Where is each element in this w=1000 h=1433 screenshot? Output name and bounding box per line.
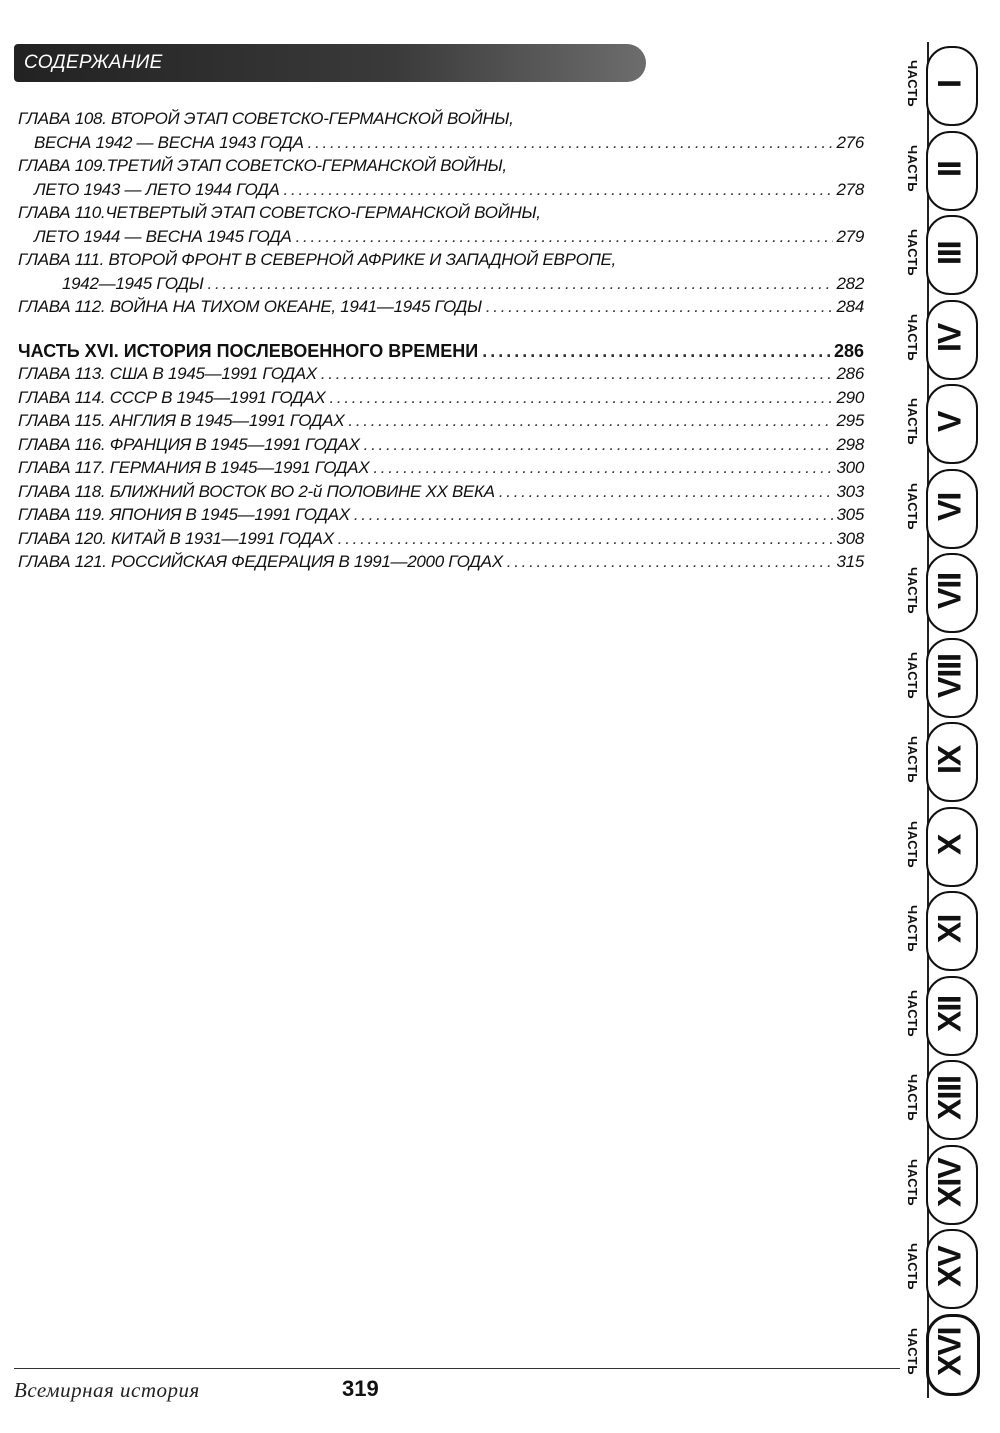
dot-leader [486, 297, 833, 317]
toc-entry-title: ЛЕТО 1943 — ЛЕТО 1944 ГОДА [34, 179, 280, 199]
part-tab-label: ЧАСТЬ [905, 567, 920, 615]
dot-leader [308, 133, 833, 153]
part-tab-iv[interactable] [898, 296, 978, 381]
toc-entry-page: 303 [836, 481, 864, 501]
table-of-contents [18, 109, 864, 576]
part-tab-label: ЧАСТЬ [905, 989, 920, 1038]
toc-entry-title: ЛЕТО 1944 — ВЕСНА 1945 ГОДА [34, 226, 292, 246]
dot-leader [296, 227, 833, 247]
dot-leader [482, 341, 830, 362]
toc-entry [18, 505, 864, 529]
toc-entry-title: ГЛАВА 118. БЛИЖНИЙ ВОСТОК ВО 2-й ПОЛОВИНЕ XX ВЕКА [18, 481, 495, 501]
toc-entry [18, 180, 864, 204]
toc-entry-page: 286 [836, 364, 864, 383]
dot-leader [507, 552, 833, 572]
part-tab-numeral: VI [931, 492, 968, 521]
toc-part-heading [18, 341, 864, 365]
part-tab-label: ЧАСТЬ [905, 482, 920, 531]
part-tab-numeral: III [931, 241, 968, 265]
part-tab-numeral: V [931, 411, 968, 433]
toc-entry-title: ГЛАВА 115. АНГЛИЯ В 1945—1991 ГОДАХ [18, 411, 345, 430]
toc-entry [18, 109, 864, 133]
part-tab-numeral: VII [931, 572, 968, 610]
toc-entry-title: ГЛАВА 121. РОССИЙСКАЯ ФЕДЕРАЦИЯ В 1991—2000 ГОДАХ [18, 552, 503, 571]
toc-entry-title: ГЛАВА 114. СССР В 1945—1991 ГОДАХ [18, 387, 326, 407]
toc-entry [18, 227, 864, 251]
part-tab-xiii[interactable] [898, 1056, 978, 1141]
part-tab-numeral: XIV [931, 1158, 968, 1207]
part-tab-numeral: XV [931, 1246, 968, 1288]
toc-entry [18, 203, 864, 227]
dot-leader [364, 435, 833, 455]
toc-entry-page: 308 [836, 528, 864, 548]
toc-entry-page: 298 [836, 434, 864, 454]
dot-leader [373, 458, 832, 478]
toc-entry-page: 278 [836, 179, 864, 199]
part-tab-label: ЧАСТЬ [905, 736, 920, 784]
toc-entry [18, 411, 864, 435]
toc-entry [18, 364, 864, 388]
part-tab-label: ЧАСТЬ [905, 1074, 920, 1122]
toc-entry-title: ГЛАВА 112. ВОЙНА НА ТИХОМ ОКЕАНЕ, 1941—1945 ГОДЫ [18, 297, 482, 316]
part-tab-xii[interactable] [898, 972, 978, 1057]
part-tab-label: ЧАСТЬ [905, 1158, 920, 1207]
toc-entry [18, 388, 864, 412]
toc-entry-title: ВЕСНА 1942 — ВЕСНА 1943 ГОДА [34, 132, 304, 152]
part-tab-xiv[interactable] [898, 1141, 978, 1226]
section-title: СОДЕРЖАНИЕ [24, 52, 163, 73]
toc-entry-page: 286 [833, 340, 864, 361]
dot-leader [499, 482, 833, 502]
toc-entry-title: ГЛАВА 116. ФРАНЦИЯ В 1945—1991 ГОДАХ [18, 434, 360, 454]
toc-entry-title: ГЛАВА 110.ЧЕТВЕРТЫЙ ЭТАП СОВЕТСКО-ГЕРМАНСКОЙ ВОЙНЫ, [18, 203, 541, 222]
part-tab-label: ЧАСТЬ [905, 398, 920, 446]
part-tab-v[interactable] [898, 380, 978, 465]
toc-entry [18, 482, 864, 506]
part-tab-numeral: X [931, 834, 968, 855]
footer-page-number: 319 [342, 1376, 379, 1401]
part-tab-ii[interactable] [898, 127, 978, 212]
part-tab-numeral: XIII [931, 1076, 968, 1121]
toc-entry-title: ГЛАВА 117. ГЕРМАНИЯ В 1945—1991 ГОДАХ [18, 458, 370, 477]
dot-leader [321, 364, 833, 384]
toc-entry-page: 276 [836, 132, 864, 152]
toc-entry-title: ГЛАВА 108. ВТОРОЙ ЭТАП СОВЕТСКО-ГЕРМАНСКОЙ ВОЙНЫ, [18, 109, 514, 128]
part-tab-label: ЧАСТЬ [905, 1327, 920, 1376]
footer-rule [14, 1368, 900, 1369]
toc-entry-page: 295 [836, 411, 864, 430]
toc-entry-page: 290 [836, 387, 864, 407]
dot-leader [348, 411, 832, 431]
part-tab-iii[interactable] [898, 211, 978, 296]
part-tab-label: ЧАСТЬ [905, 1243, 920, 1291]
part-tab-label: ЧАСТЬ [905, 144, 920, 193]
part-tab-label: ЧАСТЬ [905, 313, 920, 362]
dot-leader [284, 180, 833, 200]
toc-entry [18, 552, 864, 576]
dot-leader [338, 529, 833, 549]
part-tab-numeral: II [931, 160, 968, 177]
part-tab-xi[interactable] [898, 887, 978, 972]
part-tabs [898, 42, 978, 1394]
toc-entry [18, 133, 864, 157]
part-tab-label: ЧАСТЬ [905, 229, 920, 277]
toc-entry-title: ГЛАВА 111. ВТОРОЙ ФРОНТ В СЕВЕРНОЙ АФРИКЕ И ЗАПАДНОЙ ЕВРОПЕ, [18, 250, 616, 269]
toc-entry-page: 282 [836, 273, 864, 293]
part-tab-numeral: XVI [931, 1327, 968, 1376]
part-tab-numeral: XI [931, 914, 968, 944]
part-tab-ix[interactable] [898, 718, 978, 803]
part-tab-label: ЧАСТЬ [905, 820, 920, 869]
part-tab-label: ЧАСТЬ [905, 651, 920, 700]
dot-leader [354, 505, 833, 525]
dot-leader [329, 388, 832, 408]
toc-entry [18, 250, 864, 274]
toc-entry-title: ГЛАВА 109.ТРЕТИЙ ЭТАП СОВЕТСКО-ГЕРМАНСКОЙ ВОЙНЫ, [18, 156, 507, 175]
footer-book-title: Всемирная история [14, 1378, 200, 1402]
toc-entry-page: 300 [836, 458, 864, 477]
section-header [14, 44, 646, 82]
part-tab-numeral: IX [931, 745, 968, 775]
toc-entry [18, 297, 864, 321]
part-tab-numeral: I [931, 80, 968, 88]
toc-entry-title: ЧАСТЬ XVI. ИСТОРИЯ ПОСЛЕВОЕННОГО ВРЕМЕНИ [18, 340, 479, 361]
part-tab-viii[interactable] [898, 634, 978, 719]
toc-entry-title: ГЛАВА 120. КИТАЙ В 1931—1991 ГОДАХ [18, 528, 334, 548]
toc-entry-page: 284 [836, 297, 864, 316]
part-tab-numeral: IV [931, 323, 968, 352]
toc-entry-page: 279 [836, 226, 864, 246]
part-tab-i[interactable] [898, 42, 978, 127]
toc-entry [18, 458, 864, 482]
toc-entry-title: ГЛАВА 119. ЯПОНИЯ В 1945—1991 ГОДАХ [18, 505, 350, 524]
part-tab-label: ЧАСТЬ [905, 905, 920, 953]
part-tab-vi[interactable] [898, 465, 978, 550]
dot-leader [208, 274, 833, 294]
toc-entry-page: 315 [836, 552, 864, 571]
part-tab-xv[interactable] [898, 1225, 978, 1310]
toc-entry [18, 435, 864, 459]
part-tab-x[interactable] [898, 803, 978, 888]
toc-entry-title: ГЛАВА 113. США В 1945—1991 ГОДАХ [18, 364, 317, 383]
toc-entry-page: 305 [836, 505, 864, 524]
part-tab-numeral: XII [931, 995, 968, 1032]
part-tab-vii[interactable] [898, 549, 978, 634]
toc-entry-title: 1942—1945 ГОДЫ [62, 273, 204, 293]
toc-entry [18, 156, 864, 180]
toc-entry [18, 274, 864, 298]
part-tab-xvi[interactable] [898, 1310, 978, 1395]
part-tab-numeral: VIII [931, 653, 968, 698]
toc-entry [18, 529, 864, 553]
part-tab-label: ЧАСТЬ [905, 60, 920, 108]
